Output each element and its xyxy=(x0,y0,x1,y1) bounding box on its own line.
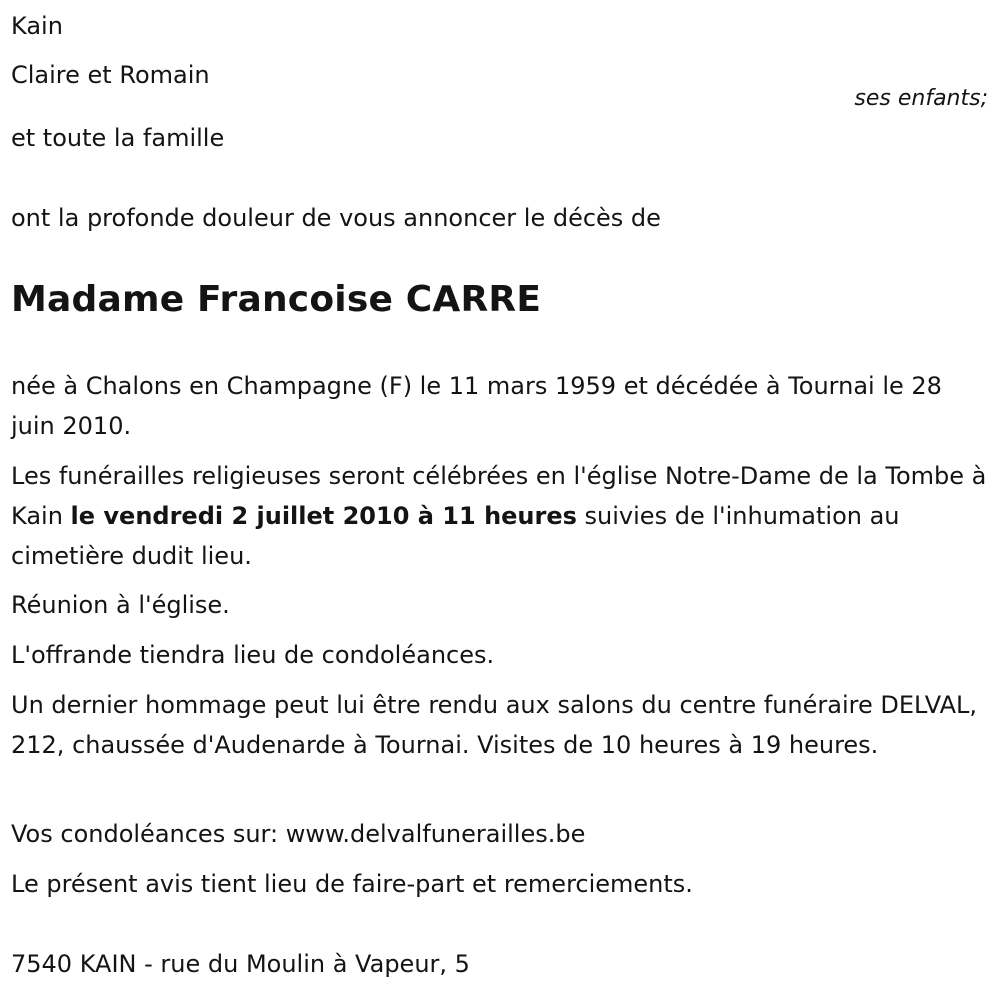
condolences-label: Vos condoléances sur: xyxy=(11,820,286,848)
condolences-text xyxy=(11,814,585,854)
children-role: ses enfants; xyxy=(854,86,988,111)
funeral-text-after: suivies de l'inhumation au cimetière dudit lieu. xyxy=(11,502,900,570)
address-text: 7540 KAIN - rue du Moulin à Vapeur, 5 xyxy=(11,950,470,978)
homage-text: Un dernier hommage peut lui être rendu aux salons du centre funéraire DELVAL, 212, chaussée d'Audenarde à Tournai. Visites de 10 heures à 19 heures. xyxy=(11,691,978,759)
funeral-date-highlight: le vendredi 2 juillet 2010 à 11 heures xyxy=(70,502,577,530)
birth-death-text: née à Chalons en Champagne (F) le 11 mars 1959 et décédée à Tournai le 28 juin 2010. xyxy=(11,372,942,440)
condolences-link[interactable]: www.delvalfunerailles.be xyxy=(285,820,586,848)
funeral-text-before: Les funérailles religieuses seront célébrées en l'église Notre-Dame de la Tombe à Kain xyxy=(11,462,987,530)
offering-text: L'offrande tiendra lieu de condoléances. xyxy=(11,641,495,669)
deceased-name: Madame Francoise CARRE xyxy=(11,279,542,320)
family-text: et toute la famille xyxy=(11,124,225,152)
notice-text: Le présent avis tient lieu de faire-part et remerciements. xyxy=(11,870,693,898)
announcement-text: ont la profonde douleur de vous annoncer le décès de xyxy=(11,204,661,232)
meeting-text: Réunion à l'église. xyxy=(11,591,230,619)
funeral-text xyxy=(11,456,991,576)
location-text: Kain xyxy=(11,12,63,40)
children-names: Claire et Romain xyxy=(11,61,210,89)
